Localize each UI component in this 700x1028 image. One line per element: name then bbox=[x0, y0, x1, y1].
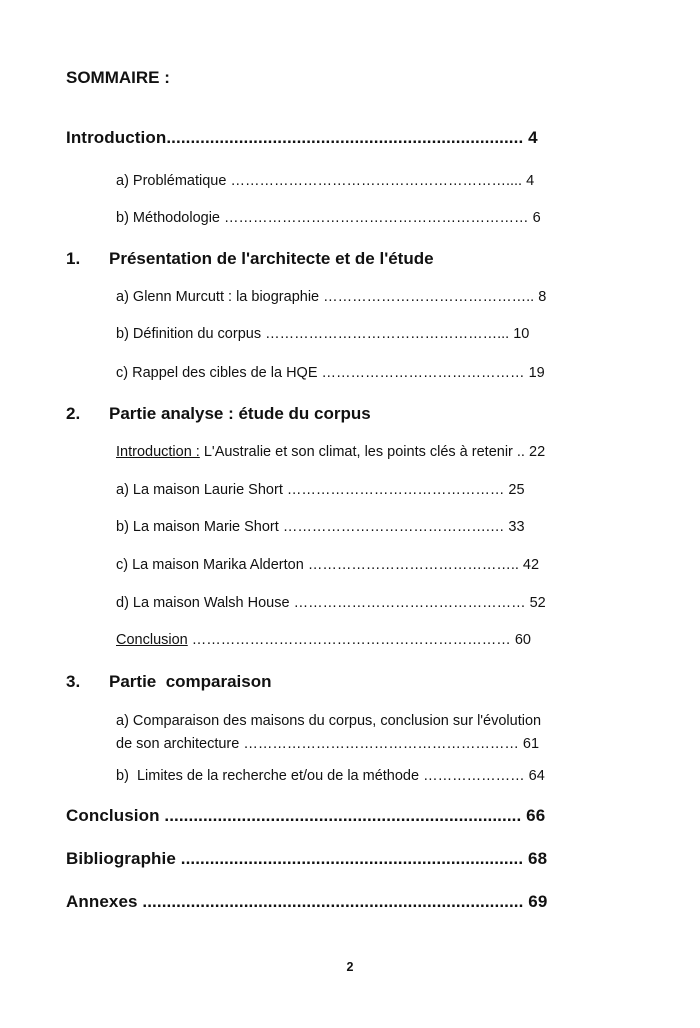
toc-label: c) La maison Marika Alderton bbox=[116, 557, 304, 573]
toc-page: 69 bbox=[528, 892, 548, 911]
toc-entry-section-2-conclusion[interactable] bbox=[116, 632, 531, 648]
toc-label: Conclusion bbox=[66, 806, 160, 825]
toc-page: 10 bbox=[513, 326, 530, 342]
toc-leader: ………………………………………………… bbox=[243, 736, 519, 752]
toc-entry-comparaison[interactable] bbox=[116, 710, 541, 756]
toc-label: b) Limites de la recherche et/ou de la méthode bbox=[116, 768, 420, 784]
section-2-number: 2. bbox=[66, 404, 81, 423]
section-2-title[interactable]: Partie analyse : étude du corpus bbox=[109, 404, 371, 423]
toc-page: 33 bbox=[508, 519, 525, 535]
toc-label-underlined: Conclusion bbox=[116, 632, 188, 648]
toc-leader: ………………………………………… bbox=[293, 595, 526, 611]
toc-label: a) Glenn Murcutt : la biographie bbox=[116, 289, 320, 305]
toc-leader: …………………………………….. bbox=[307, 557, 519, 573]
toc-entry-bibliographie[interactable] bbox=[66, 849, 547, 869]
toc-leader: …………………………………………... bbox=[265, 326, 510, 342]
toc-page: 6 bbox=[532, 210, 541, 226]
page-title: SOMMAIRE : bbox=[66, 68, 170, 87]
toc-label: c) Rappel des cibles de la HQE bbox=[116, 365, 318, 381]
toc-entry-laurie-short[interactable] bbox=[116, 482, 525, 498]
toc-leader: ............................................................................... bbox=[142, 892, 524, 911]
toc-entry-introduction[interactable] bbox=[66, 128, 538, 148]
toc-label: Annexes bbox=[66, 892, 138, 911]
page-number: 2 bbox=[346, 960, 354, 974]
toc-page: 52 bbox=[529, 595, 546, 611]
toc-page: 22 bbox=[529, 444, 546, 460]
toc-entry-marika-alderton[interactable] bbox=[116, 557, 539, 573]
toc-leader: .......................................................................... bbox=[166, 128, 524, 147]
toc-page: 66 bbox=[526, 806, 546, 825]
toc-leader: ……………………………………………………… bbox=[224, 210, 529, 226]
section-1-number: 1. bbox=[66, 249, 81, 268]
toc-leader: ………………… bbox=[423, 768, 525, 784]
toc-leader: ………………………………………………………… bbox=[191, 632, 511, 648]
section-3-number: 3. bbox=[66, 672, 81, 691]
toc-label: a) La maison Laurie Short bbox=[116, 482, 283, 498]
section-3-title[interactable]: Partie comparaison bbox=[109, 672, 272, 691]
toc-entry-corpus[interactable] bbox=[116, 326, 529, 342]
toc-label: b) Définition du corpus bbox=[116, 326, 262, 342]
toc-page: 42 bbox=[522, 557, 540, 573]
toc-label: Bibliographie bbox=[66, 849, 176, 868]
toc-entry-hqe[interactable] bbox=[116, 365, 545, 381]
toc-leader: …………………………………… bbox=[321, 365, 525, 381]
toc-entry-methodologie[interactable] bbox=[116, 210, 541, 226]
toc-label: d) La maison Walsh House bbox=[116, 595, 290, 611]
toc-entry-section-2-introduction[interactable] bbox=[116, 444, 545, 460]
toc-page: 68 bbox=[528, 849, 548, 868]
toc-page: 19 bbox=[528, 365, 545, 381]
toc-leader: .......................................................................... bbox=[164, 806, 522, 825]
toc-label: Introduction bbox=[66, 128, 167, 147]
toc-entry-glenn-murcutt[interactable] bbox=[116, 289, 546, 305]
toc-page: 61 bbox=[522, 736, 540, 752]
toc-leader: ………………………………………………….... bbox=[230, 173, 523, 189]
toc-entry-walsh-house[interactable] bbox=[116, 595, 546, 611]
toc-label: a) Problématique bbox=[116, 173, 227, 189]
toc-label: b) La maison Marie Short bbox=[116, 519, 279, 535]
toc-leader: ……………………………………… bbox=[286, 482, 505, 498]
toc-page: 60 bbox=[514, 632, 531, 648]
toc-label: b) Méthodologie bbox=[116, 210, 220, 226]
toc-entry-annexes[interactable] bbox=[66, 892, 547, 912]
toc-page: 25 bbox=[508, 482, 525, 498]
section-1-title[interactable]: Présentation de l'architecte et de l'étude bbox=[109, 249, 434, 268]
toc-entry-marie-short[interactable] bbox=[116, 519, 525, 535]
toc-label-line-1: a) Comparaison des maisons du corpus, conclusion sur l'évolution bbox=[116, 713, 542, 729]
toc-label-line-2: de son architecture bbox=[116, 736, 240, 752]
toc-leader: …………………………………….… bbox=[282, 519, 505, 535]
toc-label-underlined: Introduction : bbox=[116, 444, 200, 460]
toc-leader: ....................................................................... bbox=[180, 849, 524, 868]
toc-entry-problematique[interactable] bbox=[116, 173, 534, 189]
toc-page: 4 bbox=[528, 128, 538, 147]
toc-entry-conclusion[interactable] bbox=[66, 806, 545, 826]
toc-leader: …………………………………….. bbox=[323, 289, 535, 305]
toc-page: 8 bbox=[538, 289, 547, 305]
toc-page: 64 bbox=[528, 768, 545, 784]
toc-label: L'Australie et son climat, les points clés à retenir .. bbox=[203, 444, 525, 460]
toc-page: 4 bbox=[526, 173, 535, 189]
toc-entry-limites[interactable] bbox=[116, 768, 545, 784]
